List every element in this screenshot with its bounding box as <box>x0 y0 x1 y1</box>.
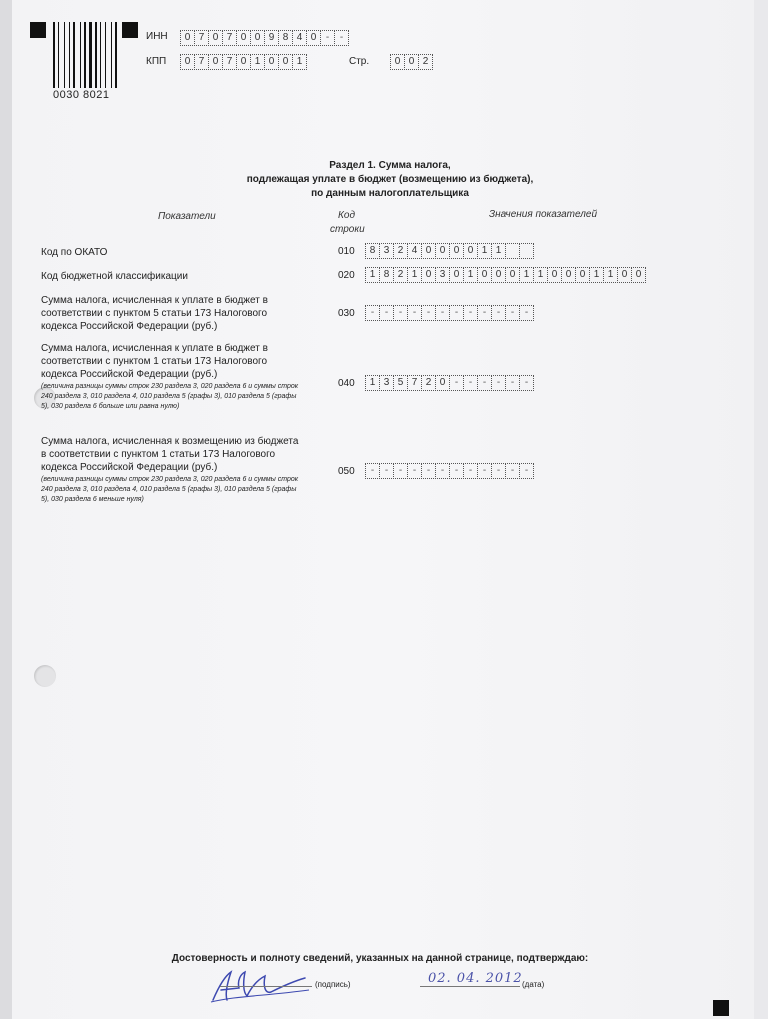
kpp-field[interactable] <box>180 54 306 70</box>
row-code: 050 <box>338 466 355 477</box>
char-cell[interactable]: - <box>519 463 534 479</box>
barcode-bar <box>84 22 86 88</box>
char-cell[interactable]: - <box>477 463 492 479</box>
char-cell[interactable]: 3 <box>379 375 394 391</box>
char-cell[interactable]: - <box>449 463 464 479</box>
char-cell[interactable]: 0 <box>435 375 450 391</box>
char-cell[interactable]: 8 <box>379 267 394 283</box>
kpp-label: КПП <box>146 56 167 67</box>
char-cell[interactable]: 7 <box>222 54 237 70</box>
char-cell[interactable]: 2 <box>393 267 408 283</box>
char-cell[interactable]: - <box>449 375 464 391</box>
corner-marker-top-left <box>30 22 46 38</box>
row-code: 010 <box>338 246 355 257</box>
char-cell[interactable]: 0 <box>306 30 321 46</box>
char-cell[interactable]: 1 <box>292 54 307 70</box>
char-cell[interactable]: 0 <box>236 54 251 70</box>
char-cell[interactable]: - <box>320 30 335 46</box>
barcode-bar <box>80 22 81 88</box>
char-cell[interactable]: 7 <box>194 54 209 70</box>
char-cell[interactable]: - <box>365 463 380 479</box>
char-cell[interactable]: 0 <box>449 267 464 283</box>
char-cell[interactable]: 0 <box>547 267 562 283</box>
tax-p5-field[interactable] <box>365 305 533 321</box>
barcode-bar <box>100 22 101 88</box>
char-cell[interactable]: 8 <box>278 30 293 46</box>
kbk-field[interactable] <box>365 267 645 283</box>
char-cell[interactable]: - <box>421 463 436 479</box>
char-cell[interactable]: 8 <box>365 243 380 259</box>
scan-right-margin <box>754 0 768 1019</box>
section-title-line2: подлежащая уплате в бюджет (возмещению из бюджета), <box>246 174 534 185</box>
row-label <box>41 342 301 412</box>
barcode-bar <box>64 22 65 88</box>
char-cell[interactable]: 3 <box>379 243 394 259</box>
scan-left-margin <box>0 0 12 1019</box>
page-number-field[interactable] <box>390 54 432 70</box>
barcode-image <box>52 22 118 88</box>
char-cell[interactable]: 1 <box>603 267 618 283</box>
form-sheet <box>12 0 754 1019</box>
char-cell[interactable]: 2 <box>393 243 408 259</box>
row-label-text: Сумма налога, исчисленная к возмещению из бюджета в соответствии с пунктом 1 статьи 173 Налогового кодекса Российской Федерации (руб.) <box>41 436 299 473</box>
char-cell[interactable]: 1 <box>365 267 380 283</box>
row-label: Код по ОКАТО <box>41 247 108 258</box>
char-cell[interactable]: - <box>463 463 478 479</box>
row-label: Код бюджетной классификации <box>41 271 188 282</box>
char-cell[interactable]: 0 <box>575 267 590 283</box>
char-cell[interactable]: 0 <box>561 267 576 283</box>
char-cell[interactable]: - <box>393 305 408 321</box>
corner-marker-bottom-right <box>713 1000 729 1016</box>
char-cell[interactable]: 0 <box>264 54 279 70</box>
char-cell[interactable]: 2 <box>418 54 433 70</box>
char-cell[interactable]: 1 <box>250 54 265 70</box>
char-cell[interactable]: - <box>421 305 436 321</box>
char-cell[interactable]: 0 <box>463 243 478 259</box>
char-cell[interactable]: 0 <box>491 267 506 283</box>
barcode-bar <box>58 22 59 88</box>
char-cell[interactable]: 4 <box>292 30 307 46</box>
char-cell[interactable]: - <box>519 375 534 391</box>
char-cell[interactable]: 1 <box>533 267 548 283</box>
char-cell[interactable]: - <box>407 463 422 479</box>
char-cell[interactable]: - <box>393 463 408 479</box>
char-cell[interactable]: 1 <box>477 243 492 259</box>
char-cell[interactable]: - <box>505 375 520 391</box>
row-label <box>41 435 301 505</box>
column-header-values: Значения показателей <box>489 209 598 220</box>
char-cell[interactable]: 0 <box>631 267 646 283</box>
barcode-number: 0030 8021 <box>53 89 110 101</box>
barcode-bar <box>111 22 112 88</box>
char-cell[interactable]: 0 <box>421 267 436 283</box>
signature-caption: (подпись) <box>315 980 351 989</box>
row-label: Сумма налога, исчисленная к уплате в бюджет в соответствии с пунктом 5 статьи 173 Налогового кодекса Российской Федерации (руб.) <box>41 295 268 332</box>
char-cell[interactable]: - <box>379 463 394 479</box>
tax-refund-field[interactable] <box>365 463 533 479</box>
char-cell[interactable]: - <box>477 305 492 321</box>
inn-label: ИНН <box>146 31 168 42</box>
corner-marker-top-right <box>122 22 138 38</box>
row-code: 020 <box>338 270 355 281</box>
row-code: 030 <box>338 308 355 319</box>
signature-line <box>220 986 312 987</box>
char-cell[interactable]: 1 <box>491 243 506 259</box>
char-cell[interactable]: 5 <box>393 375 408 391</box>
char-cell[interactable]: 4 <box>407 243 422 259</box>
char-cell[interactable]: - <box>435 463 450 479</box>
char-cell[interactable]: 0 <box>505 267 520 283</box>
barcode-bar <box>73 22 75 88</box>
char-cell[interactable]: 0 <box>390 54 405 70</box>
char-cell[interactable]: 0 <box>449 243 464 259</box>
char-cell[interactable]: - <box>505 463 520 479</box>
char-cell[interactable]: 1 <box>519 267 534 283</box>
row-label-text: Сумма налога, исчисленная к уплате в бюджет в соответствии с пунктом 1 статьи 173 Налогового кодекса Российской Федерации (руб.) <box>41 343 268 380</box>
row-note: (величина разницы суммы строк 230 раздела 3, 020 раздела 6 и суммы строк 240 раздела 3, 010 раздела 4, 010 раздела 5 (графы 3), 010 раздела 5 (графы 5), 030 раздела 6 больше или равна нулю) <box>41 383 299 410</box>
date-line <box>420 986 520 987</box>
char-cell[interactable]: 1 <box>589 267 604 283</box>
char-cell[interactable]: - <box>477 375 492 391</box>
char-cell[interactable]: - <box>449 305 464 321</box>
char-cell[interactable]: 1 <box>463 267 478 283</box>
barcode-bar <box>53 22 55 88</box>
char-cell[interactable]: 0 <box>250 30 265 46</box>
column-header-indicators: Показатели <box>158 211 216 222</box>
row-note: (величина разницы суммы строк 230 раздела 3, 020 раздела 6 и суммы строк 240 раздела 3, 010 раздела 4, 010 раздела 5 (графы 3), 010 раздела 5 (графы 5), 030 раздела 6 меньше нуля) <box>41 476 299 503</box>
char-cell[interactable]: - <box>407 305 422 321</box>
char-cell[interactable]: - <box>365 305 380 321</box>
char-cell[interactable]: 2 <box>421 375 436 391</box>
tax-payable-field[interactable] <box>365 375 533 391</box>
char-cell[interactable]: - <box>463 375 478 391</box>
char-cell[interactable]: 7 <box>222 30 237 46</box>
char-cell[interactable] <box>519 243 534 259</box>
char-cell[interactable]: - <box>463 305 478 321</box>
barcode-bar <box>105 22 106 88</box>
confirmation-statement: Достоверность и полноту сведений, указанных на данной странице, подтверждаю: <box>171 953 589 964</box>
char-cell[interactable]: 0 <box>236 30 251 46</box>
char-cell[interactable]: 0 <box>404 54 419 70</box>
okato-field[interactable] <box>365 243 533 259</box>
char-cell[interactable]: 7 <box>194 30 209 46</box>
char-cell[interactable] <box>505 243 520 259</box>
char-cell[interactable]: 1 <box>407 267 422 283</box>
char-cell[interactable]: 0 <box>180 30 195 46</box>
char-cell[interactable]: 0 <box>477 267 492 283</box>
column-header-code: Код <box>338 210 355 221</box>
char-cell[interactable]: 0 <box>421 243 436 259</box>
date-caption: (дата) <box>522 980 545 989</box>
char-cell[interactable]: 9 <box>264 30 279 46</box>
row-code: 040 <box>338 378 355 389</box>
char-cell[interactable]: - <box>505 305 520 321</box>
char-cell[interactable]: - <box>435 305 450 321</box>
section-title-line3: по данным налогоплательщика <box>311 188 469 199</box>
char-cell[interactable]: 1 <box>365 375 380 391</box>
char-cell[interactable]: 7 <box>407 375 422 391</box>
column-header-code-2: строки <box>330 224 365 235</box>
page-label: Стр. <box>349 56 370 67</box>
char-cell[interactable]: 0 <box>180 54 195 70</box>
barcode-bar <box>115 22 117 88</box>
char-cell[interactable]: - <box>334 30 349 46</box>
section-title-line1: Раздел 1. Сумма налога, <box>329 160 451 171</box>
barcode-bar <box>95 22 97 88</box>
barcode-bar <box>69 22 70 88</box>
char-cell[interactable]: - <box>379 305 394 321</box>
char-cell[interactable]: - <box>491 463 506 479</box>
punch-hole-lower <box>34 665 56 687</box>
char-cell[interactable]: - <box>491 305 506 321</box>
char-cell[interactable]: 0 <box>617 267 632 283</box>
char-cell[interactable]: 3 <box>435 267 450 283</box>
date-value[interactable]: 02. 04. 2012 <box>428 971 523 986</box>
char-cell[interactable]: 0 <box>435 243 450 259</box>
inn-field[interactable] <box>180 30 348 46</box>
char-cell[interactable]: 0 <box>278 54 293 70</box>
char-cell[interactable]: 0 <box>208 54 223 70</box>
char-cell[interactable]: 0 <box>208 30 223 46</box>
char-cell[interactable]: - <box>491 375 506 391</box>
barcode-bar <box>89 22 92 88</box>
char-cell[interactable]: - <box>519 305 534 321</box>
